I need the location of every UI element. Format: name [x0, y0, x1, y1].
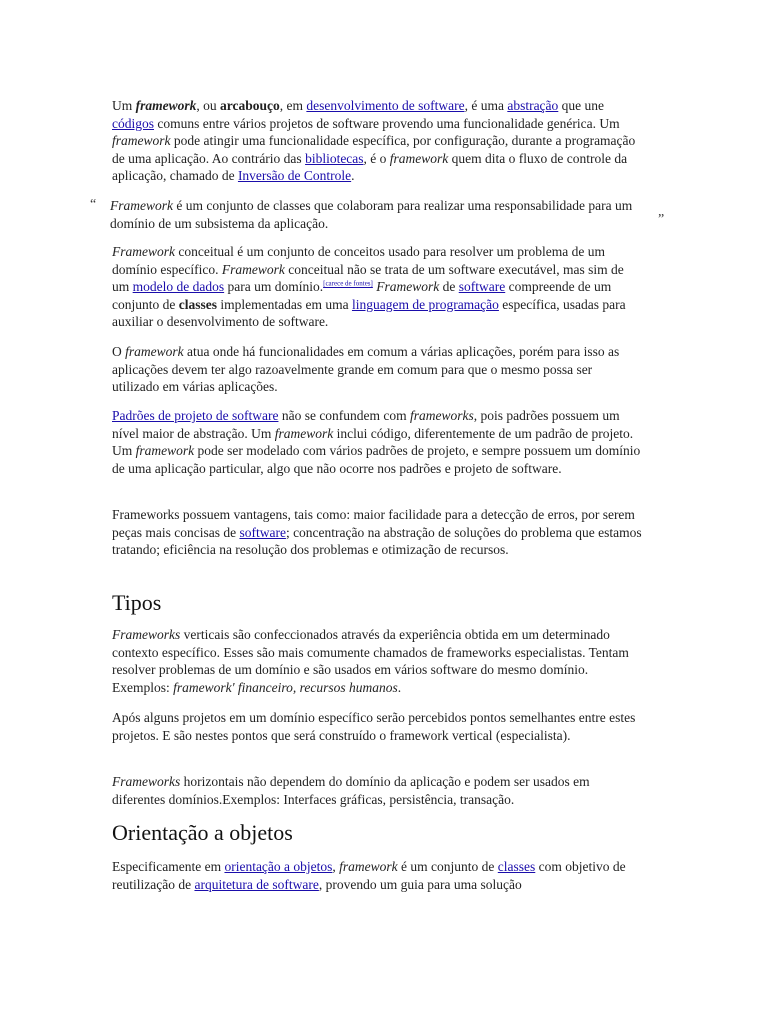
term-arcabouco: arcabouço	[220, 98, 280, 113]
heading-orientacao-a-objetos: Orientação a objetos	[112, 820, 293, 845]
link-codigos[interactable]: códigos	[112, 115, 154, 131]
tipos-vertical-paragraph	[112, 626, 644, 696]
link-modelo-de-dados[interactable]: modelo de dados	[132, 279, 225, 295]
text: quem dita o fluxo de controle da aplicação, chamado de	[112, 150, 628, 184]
atua-paragraph	[112, 343, 642, 396]
term-frameworks: Frameworks	[112, 774, 181, 789]
text: é um conjunto de	[397, 859, 498, 874]
term-classes: classes	[178, 296, 217, 312]
text: horizontais não dependem do domínio da aplicação e podem ser usados em diferentes domínios.Exemplos: Interfaces gráficas, persistência, transação.	[112, 774, 590, 807]
term-framework: framework	[274, 425, 334, 441]
term-framework: Framework	[110, 198, 173, 213]
text: não se confundem com	[278, 408, 411, 423]
text: verticais são confeccionados através da experiência obtida em um determinado contexto específico. Esses são mais comumente chamados de frameworks especialistas. Tentam resolver problemas de um domínio e são usados em vários software do mesmo domínio. Exemplos:	[112, 627, 629, 695]
term-framework: framework	[389, 150, 449, 166]
text: , ou	[196, 98, 220, 113]
text: compreende de um conjunto de	[112, 279, 612, 312]
close-quote-mark: ”	[658, 212, 665, 227]
term-framework: framework	[135, 443, 195, 459]
link-software[interactable]: software	[239, 524, 286, 540]
examples-text: framework' financeiro, recursos humanos	[173, 679, 398, 695]
heading-tipos: Tipos	[112, 590, 162, 615]
term-framework: framework	[125, 344, 184, 359]
text: pode ser modelado com vários padrões de projeto, e sempre possuem um domínio de uma aplicação particular, algo que não ocorre nos padrões e projeto de software.	[112, 443, 641, 476]
oo-paragraph	[112, 858, 648, 893]
link-abstracao[interactable]: abstração	[507, 98, 559, 113]
link-software[interactable]: software	[458, 279, 506, 295]
vantagens-paragraph	[112, 506, 642, 559]
link-inversao-de-controle[interactable]: Inversão de Controle	[237, 168, 352, 184]
intro-paragraph	[112, 97, 644, 185]
link-desenvolvimento-de-software[interactable]: desenvolvimento de software	[306, 98, 465, 113]
text: , provendo um guia para uma solução	[318, 876, 522, 892]
term-frameworks: frameworks	[410, 408, 474, 423]
text: de	[439, 279, 459, 295]
text: implementadas em uma	[217, 296, 352, 312]
term-framework: framework	[135, 98, 197, 113]
text: , pois padrões possuem um nível maior de abstração. Um	[112, 408, 620, 441]
term-frameworks: Frameworks	[112, 627, 181, 642]
term-framework: Framework	[376, 279, 440, 295]
text: Especificamente em	[112, 859, 225, 874]
text: para um domínio.	[224, 279, 324, 295]
text: conceitual não se trata de um software executável, mas sim de um	[112, 261, 624, 295]
text: pode atingir uma funcionalidade específica, por configuração, durante a programação de uma aplicação. Ao contrário das	[112, 133, 636, 166]
text: com objetivo de reutilização de	[112, 859, 626, 892]
text: inclui código, diferentemente de um padrão de projeto. Um	[112, 425, 634, 459]
link-bibliotecas[interactable]: bibliotecas	[305, 150, 364, 166]
tipos-horizontal-paragraph	[112, 773, 646, 808]
term-framework: Framework	[221, 261, 285, 277]
link-orientacao-a-objetos[interactable]: orientação a objetos	[224, 859, 333, 874]
text: que une	[558, 98, 605, 113]
term-framework: framework	[339, 859, 398, 874]
text: O	[112, 344, 126, 359]
link-arquitetura-de-software[interactable]: arquitetura de software	[194, 876, 319, 892]
blockquote	[110, 197, 646, 232]
link-classes[interactable]: classes	[497, 859, 536, 874]
conceitual-paragraph	[112, 243, 644, 331]
link-linguagem-de-programacao[interactable]: linguagem de programação	[351, 296, 499, 312]
term-framework: framework	[112, 133, 171, 149]
text: , é o	[363, 150, 390, 166]
text: Um	[112, 98, 136, 113]
text: Frameworks possuem vantagens, tais como: maior facilidade para a detecção de erros, por serem peças mais concisas de	[112, 507, 635, 540]
link-padroes-de-projeto[interactable]: Padrões de projeto de software	[112, 408, 279, 423]
text: , é uma	[464, 98, 508, 113]
text: .	[397, 679, 402, 695]
padroes-paragraph	[112, 407, 642, 477]
quote-text: é um conjunto de classes que colaboram para realizar uma responsabilidade para um domínio de um subsistema da aplicação.	[110, 198, 633, 231]
term-framework: Framework	[112, 244, 175, 259]
open-quote-mark: “	[90, 197, 97, 212]
text: comuns entre vários projetos de software provendo uma funcionalidade genérica. Um	[154, 115, 620, 131]
tipos-projetos-paragraph: Após alguns projetos em um domínio específico serão percebidos pontos semelhantes entre estes projetos. E são nestes pontos que será construído o framework vertical (especialista).	[112, 710, 636, 743]
text: , em	[279, 98, 307, 113]
citation-needed-link[interactable]: [carece de fontes]	[323, 279, 373, 288]
text: conceitual é um conjunto de conceitos usado para resolver um problema de um domínio específico.	[112, 244, 605, 277]
text: específica, usadas para auxiliar o desenvolvimento de software.	[112, 296, 626, 330]
text: atua onde há funcionalidades em comum a várias aplicações, porém para isso as aplicações devem ter algo razoavelmente grande em comum para que o mesmo possa ser utilizado em várias aplicações.	[112, 344, 620, 395]
text: .	[351, 168, 355, 184]
text: ; concentração na abstração de soluções do problema que estamos tratando; eficiência na resolução dos problemas e otimização de recursos.	[112, 524, 642, 558]
text: ,	[332, 859, 340, 874]
